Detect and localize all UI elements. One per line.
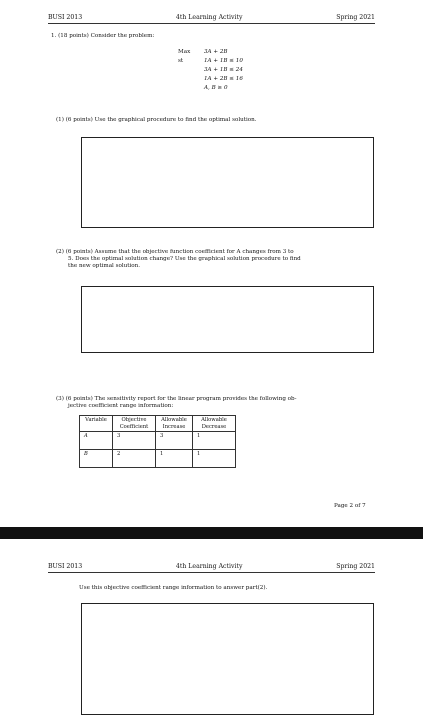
table-row	[80, 450, 236, 468]
answer-box-part3[interactable]	[81, 603, 374, 715]
problem-intro: 1. (18 points) Consider the problem:	[51, 33, 155, 39]
part2-question: (2) (6 points) Assume that the objective function coefficient for A changes from 3 to 5. Does the optimal solution change? Use the graphical solution procedure to find the new optimal solution.	[56, 249, 301, 269]
cell-decrease: 1	[193, 450, 236, 468]
activity-title: 4th Learning Activity	[175, 563, 243, 570]
constraint-1: 1A + 1B ≤ 10	[204, 58, 243, 64]
answer-box-part1[interactable]	[81, 137, 374, 228]
cell-decrease: 1	[193, 432, 236, 450]
cell-coefficient: 2	[113, 450, 156, 468]
page2-instruction: Use this objective coefficient range information to answer part(2).	[79, 585, 268, 591]
page-separator	[0, 527, 423, 539]
part1-question: (1) (6 points) Use the graphical procedure to find the optimal solution.	[56, 117, 257, 123]
sensitivity-table	[79, 415, 236, 468]
constraint-2: 3A + 1B ≤ 24	[204, 67, 243, 73]
header-variable: Variable	[80, 416, 113, 432]
header-rule	[48, 572, 375, 573]
cell-coefficient: 3	[113, 432, 156, 450]
page-number: Page 2 of 7	[334, 503, 366, 509]
answer-box-part2[interactable]	[81, 286, 374, 353]
constraint-3: 1A + 2B ≤ 16	[204, 76, 243, 82]
page-header	[48, 14, 375, 21]
part3-question: (3) (6 points) The sensitivity report for the linear program provides the following ob- jective coefficient range information:	[56, 396, 297, 409]
cell-increase: 3	[156, 432, 193, 450]
term-label: Spring 2021	[336, 14, 375, 21]
page-header	[48, 563, 375, 570]
header-allowable-decrease: Allowable Decrease	[193, 416, 236, 432]
cell-variable: A	[80, 432, 113, 450]
header-allowable-increase: Allowable Increase	[156, 416, 193, 432]
lp-model	[178, 48, 243, 93]
table-row	[80, 432, 236, 450]
course-code: BUSI 2013	[48, 14, 83, 21]
cell-increase: 1	[156, 450, 193, 468]
objective-function: 3A + 2B	[204, 49, 228, 55]
table-header-row	[80, 416, 236, 432]
header-objective-coefficient: Objective Coefficient	[113, 416, 156, 432]
course-code: BUSI 2013	[48, 563, 83, 570]
nonnegativity-constraint: A, B ≥ 0	[204, 85, 228, 91]
st-label: st	[178, 58, 184, 64]
term-label: Spring 2021	[336, 563, 375, 570]
activity-title: 4th Learning Activity	[175, 14, 243, 21]
document-page-3	[0, 539, 423, 700]
header-rule	[48, 23, 375, 24]
max-label: Max	[178, 49, 191, 55]
cell-variable: B	[80, 450, 113, 468]
